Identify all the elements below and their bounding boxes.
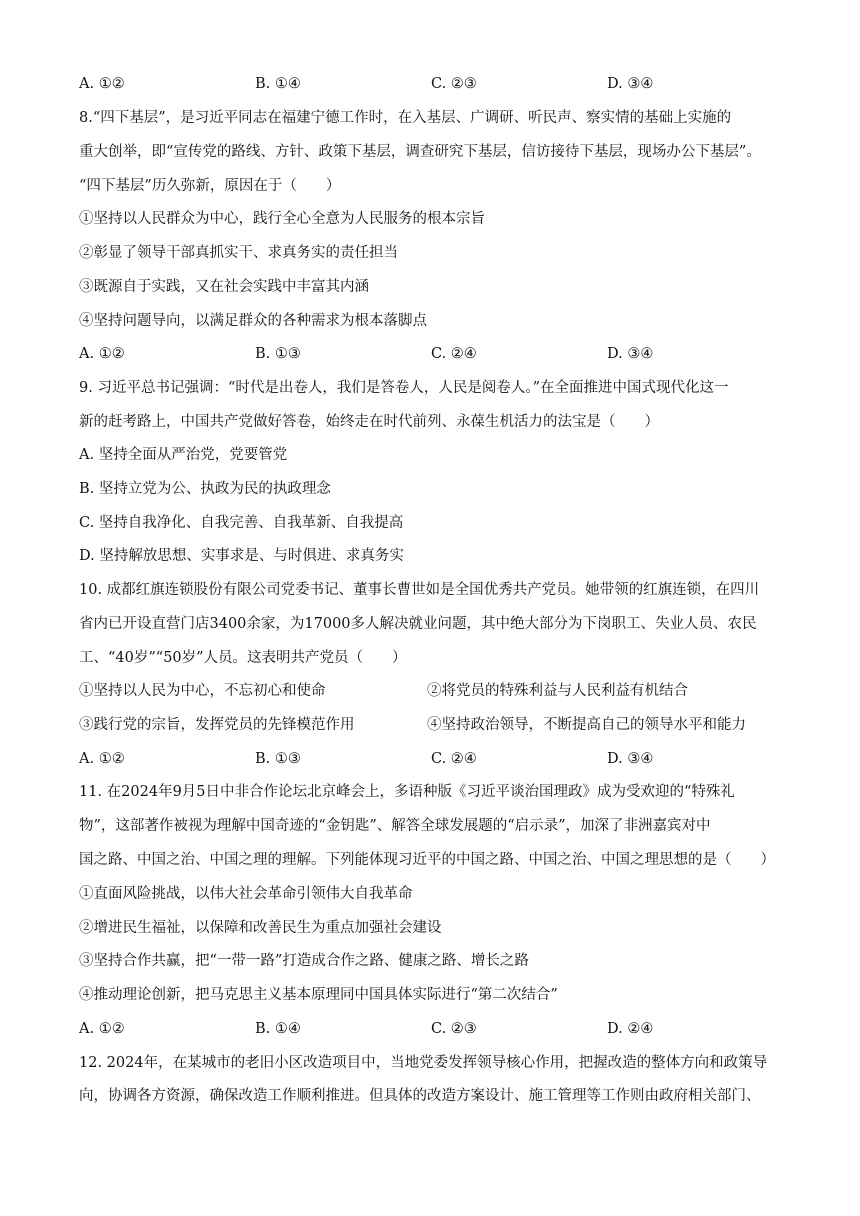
q11-stem-line-2: 物”，这部著作被视为理解中国奇迹的“金钥匙”、解答全球发展题的“启示录”，加深了非洲嘉宾对中 [79,818,711,834]
q8-option-c: C. ②④ [431,346,477,362]
q8-item-4: ④坚持问题导向，以满足群众的各种需求为根本落脚点 [79,313,427,329]
q10-items-row-2 [79,715,791,735]
q11-option-a: A. ①② [79,1021,125,1037]
q9-stem-line-1: 9. 习近平总书记强调：“时代是出卷人，我们是答卷人，人民是阅卷人。”在全面推进中国式现代化这一 [79,380,729,396]
q8-options [79,344,791,364]
q11-item-1: ①直面风险挑战，以伟大社会革命引领伟大自我革命 [79,886,413,902]
q11-option-c: C. ②③ [431,1021,477,1037]
q7-option-a: A. ①② [79,76,125,92]
q11-option-d: D. ②④ [607,1021,654,1037]
q9-option-b: B. 坚持立党为公、执政为民的执政理念 [79,481,331,497]
q10-option-c: C. ②④ [431,751,477,767]
q10-option-d: D. ③④ [607,751,654,767]
q11-option-b: B. ①④ [255,1021,301,1037]
q8-item-1: ①坚持以人民群众为中心，践行全心全意为人民服务的根本宗旨 [79,211,485,227]
q10-item-2: ②将党员的特殊利益与人民利益有机结合 [427,683,688,699]
q10-item-4: ④坚持政治领导，不断提高自己的领导水平和能力 [427,717,746,733]
q10-option-a: A. ①② [79,751,125,767]
q7-option-c: C. ②③ [431,76,477,92]
q8-option-a: A. ①② [79,346,125,362]
q12-stem-line-1: 12. 2024年，在某城市的老旧小区改造项目中，当地党委发挥领导核心作用，把握改造的整体方向和政策导 [79,1055,768,1071]
q8-option-b: B. ①③ [255,346,301,362]
q10-options [79,749,791,769]
q9-stem-line-2: 新的赶考路上，中国共产党做好答卷，始终走在时代前列、永葆生机活力的法宝是（ ） [79,414,659,430]
q10-stem-line-2: 省内已开设直营门店3400余家，为17000多人解决就业问题，其中绝大部分为下岗职工、失业人员、农民 [79,616,757,632]
q10-stem-line-1: 10. 成都红旗连锁股份有限公司党委书记、董事长曹世如是全国优秀共产党员。她带领的红旗连锁，在四川 [79,582,760,598]
q11-item-3: ③坚持合作共赢，把“一带一路”打造成合作之路、健康之路、增长之路 [79,953,529,969]
q10-item-3: ③践行党的宗旨，发挥党员的先锋模范作用 [79,717,355,733]
q8-stem-line-3: “四下基层”历久弥新，原因在于（ ） [79,178,341,194]
q8-stem-line-2: 重大创举，即“宣传党的路线、方针、政策下基层，调查研究下基层，信访接待下基层，现场办公下基层”。 [79,144,761,160]
q11-options [79,1019,791,1039]
q11-item-2: ②增进民生福祉，以保障和改善民生为重点加强社会建设 [79,920,442,936]
q12-stem-line-2: 向，协调各方资源，确保改造工作顺利推进。但具体的改造方案设计、施工管理等工作则由政府相关部门、 [79,1088,761,1104]
q11-item-4: ④推动理论创新，把马克思主义基本原理同中国具体实际进行“第二次结合” [79,987,558,1003]
q10-item-1: ①坚持以人民为中心，不忘初心和使命 [79,683,326,699]
q10-option-b: B. ①③ [255,751,301,767]
q8-item-2: ②彰显了领导干部真抓实干、求真务实的责任担当 [79,245,398,261]
q11-stem-line-3: 国之路、中国之治、中国之理的理解。下列能体现习近平的中国之路、中国之治、中国之理思想的是（ ） [79,852,775,868]
q8-item-3: ③既源自于实践，又在社会实践中丰富其内涵 [79,279,369,295]
q8-stem-line-1: 8.“四下基层”，是习近平同志在福建宁德工作时，在入基层、广调研、听民声、察实情的基础上实施的 [79,110,732,126]
q9-option-d: D. 坚持解放思想、实事求是、与时俱进、求真务实 [79,548,404,564]
q7-option-d: D. ③④ [607,76,654,92]
q7-option-b: B. ①④ [255,76,301,92]
q11-stem-line-1: 11. 在2024年9月5日中非合作论坛北京峰会上，多语种版《习近平谈治国理政》成为受欢迎的“特殊礼 [79,784,735,800]
q7-options [79,74,791,94]
q10-stem-line-3: 工、“40岁”“50岁”人员。这表明共产党员（ ） [79,650,407,666]
q8-option-d: D. ③④ [607,346,654,362]
q9-option-c: C. 坚持自我净化、自我完善、自我革新、自我提高 [79,515,404,531]
q10-items-row-1 [79,681,791,701]
q9-option-a: A. 坚持全面从严治党，党要管党 [79,447,288,463]
